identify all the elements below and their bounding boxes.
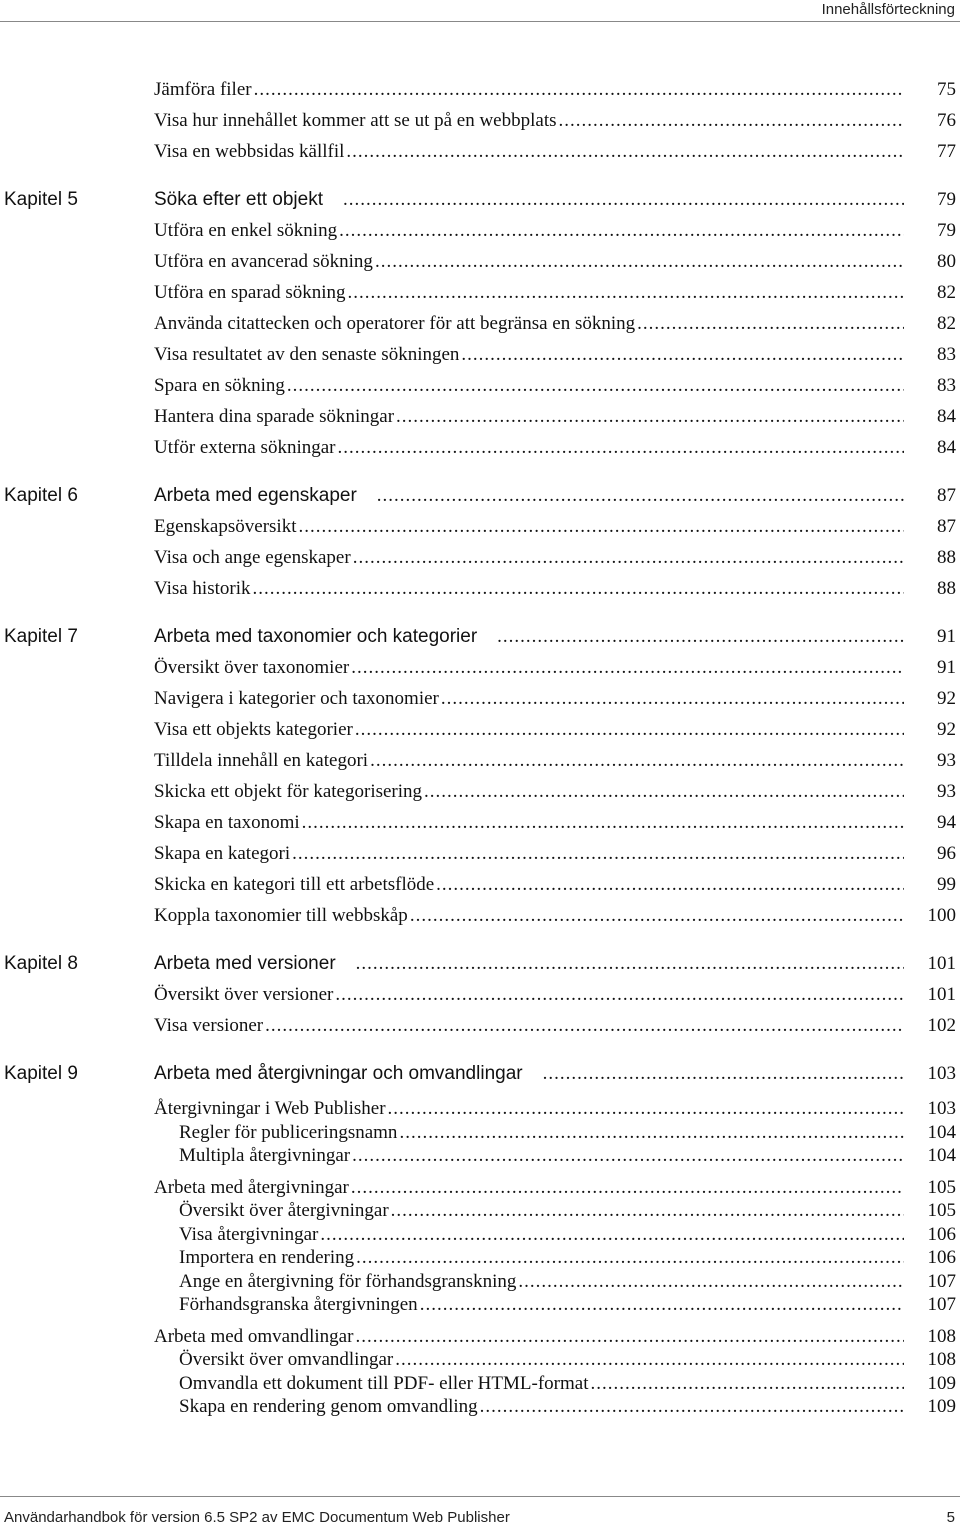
toc-entry-page: 105 — [927, 1200, 956, 1221]
toc-entry-title: Multipla återgivningar — [179, 1145, 351, 1166]
toc-chapter-heading[interactable] — [154, 621, 960, 652]
dot-leader — [346, 136, 904, 167]
page-footer — [0, 1496, 960, 1528]
toc-entry[interactable] — [154, 838, 960, 869]
toc-entry-title: Tilldela innehåll en kategori — [154, 750, 369, 771]
toc-entry[interactable] — [179, 1348, 960, 1372]
toc-entry-title: Utföra en avancerad sökning — [154, 251, 373, 272]
toc-entry-page: 82 — [937, 282, 956, 303]
dot-leader — [377, 480, 904, 511]
dot-leader — [395, 1348, 904, 1372]
toc-entry-title: Arbeta med taxonomier och kategorier — [154, 626, 478, 647]
toc-entry[interactable] — [179, 1144, 960, 1168]
toc-entry-page: 99 — [937, 874, 956, 895]
toc-entry-page: 107 — [927, 1270, 956, 1292]
chapter-label: Kapitel 7 — [4, 626, 78, 647]
toc-entry-title: Utföra en sparad sökning — [154, 282, 346, 303]
toc-entry[interactable] — [154, 776, 960, 807]
toc-entry-page: 102 — [927, 1015, 956, 1036]
toc-entry-title: Använda citattecken och operatorer för att begränsa en sökning — [154, 313, 636, 334]
dot-leader — [441, 683, 904, 714]
toc-entry-page: 93 — [937, 750, 956, 771]
toc-entry[interactable] — [179, 1199, 960, 1223]
header-title: Innehållsförteckning — [821, 1, 955, 18]
toc-entry-page: 87 — [937, 485, 956, 506]
toc-chapter — [0, 184, 960, 463]
dot-leader — [424, 776, 904, 807]
toc-chapter-heading[interactable] — [154, 184, 960, 215]
toc-entry-page: 75 — [937, 79, 956, 100]
group-gap — [0, 1317, 960, 1325]
dot-leader — [351, 652, 904, 683]
dot-leader — [287, 370, 904, 401]
toc-chapter — [0, 621, 960, 931]
toc-entry-page: 101 — [927, 984, 956, 1005]
toc-entry[interactable] — [154, 1325, 960, 1349]
dot-leader — [375, 246, 904, 277]
toc-entry-page: 83 — [937, 344, 956, 365]
toc-entry[interactable] — [154, 573, 960, 604]
toc-chapter-heading[interactable] — [154, 948, 960, 979]
toc-entry-page: 83 — [937, 375, 956, 396]
toc-entry-page: 79 — [937, 220, 956, 241]
toc-entry[interactable] — [179, 1372, 960, 1396]
toc-entry[interactable] — [154, 74, 960, 105]
chapter-gap — [0, 931, 960, 948]
toc-entry[interactable] — [154, 807, 960, 838]
toc-entry-title: Koppla taxonomier till webbskåp — [154, 905, 408, 926]
toc-entry[interactable] — [179, 1293, 960, 1317]
toc-entry-title: Översikt över återgivningar — [179, 1200, 389, 1221]
toc-entry-page: 91 — [937, 626, 956, 647]
toc-entry-title: Jämföra filer — [154, 79, 252, 100]
toc-entry-page: 104 — [927, 1145, 956, 1166]
chapter-gap — [0, 604, 960, 621]
chapter-label: Kapitel 6 — [4, 485, 78, 506]
dot-leader — [497, 621, 904, 652]
toc-entry-page: 104 — [927, 1121, 956, 1143]
toc-entry-title: Omvandla ett dokument till PDF- eller HTML-format — [179, 1372, 589, 1394]
toc-entry[interactable] — [154, 246, 960, 277]
dot-leader — [370, 745, 904, 776]
toc-entry-page: 93 — [937, 781, 956, 802]
toc-entry-page: 82 — [937, 313, 956, 334]
toc-entry-page: 76 — [937, 110, 956, 131]
dot-leader — [355, 1325, 904, 1349]
toc-entry-page: 92 — [937, 719, 956, 740]
toc-entry-page: 107 — [927, 1294, 956, 1315]
toc-entry[interactable] — [154, 979, 960, 1010]
toc-entry-page: 84 — [937, 406, 956, 427]
dot-leader — [436, 869, 904, 900]
dot-leader — [335, 979, 904, 1010]
toc-entry-page: 106 — [927, 1247, 956, 1268]
toc-entry[interactable] — [154, 652, 960, 683]
page-header — [0, 0, 960, 22]
toc-entry-title: Förhandsgranska återgivningen — [179, 1294, 418, 1315]
dot-leader — [351, 1176, 904, 1200]
toc-entry-title: Visa återgivningar — [179, 1223, 319, 1245]
toc-entry-title: Egenskapsöversikt — [154, 516, 297, 537]
toc-chapter — [0, 948, 960, 1041]
toc-entry-page: 84 — [937, 437, 956, 458]
toc-entry-page: 108 — [927, 1349, 956, 1370]
dot-leader — [543, 1058, 904, 1089]
dot-leader — [265, 1010, 904, 1041]
toc-entry[interactable] — [154, 542, 960, 573]
dot-leader — [590, 1372, 904, 1396]
dot-leader — [637, 308, 904, 339]
dot-leader — [388, 1097, 904, 1121]
dot-leader — [480, 1395, 904, 1419]
toc-entry-title: Arbeta med återgivningar och omvandlingar — [154, 1063, 523, 1084]
toc-entry-page: 77 — [937, 141, 956, 162]
toc-entry-title: Navigera i kategorier och taxonomier — [154, 688, 439, 709]
toc-entry-title: Skicka en kategori till ett arbetsflöde — [154, 874, 435, 895]
toc-entry-title: Hantera dina sparade sökningar — [154, 406, 395, 427]
toc-entry-title: Arbeta med omvandlingar — [154, 1325, 354, 1347]
chapter-label: Kapitel 5 — [4, 189, 78, 210]
toc-entry[interactable] — [154, 105, 960, 136]
toc-entry[interactable] — [179, 1246, 960, 1270]
toc-entry[interactable] — [154, 432, 960, 463]
toc-entry[interactable] — [154, 511, 960, 542]
toc-entry[interactable] — [154, 308, 960, 339]
toc-entry-page: 79 — [937, 189, 956, 210]
toc-entry[interactable] — [154, 339, 960, 370]
toc-entry-page: 92 — [937, 688, 956, 709]
chapter-label: Kapitel 8 — [4, 953, 78, 974]
dot-leader — [420, 1293, 904, 1317]
table-of-contents — [0, 74, 960, 1419]
toc-entry-title: Söka efter ett objekt — [154, 189, 323, 210]
toc-entry-title: Visa ett objekts kategorier — [154, 719, 353, 740]
toc-entry-title: Visa historik — [154, 578, 251, 599]
toc-entry-title: Importera en rendering — [179, 1247, 355, 1268]
toc-chapter-heading[interactable] — [154, 1058, 960, 1089]
toc-entry-title: Visa och ange egenskaper — [154, 547, 351, 568]
toc-entry[interactable] — [154, 1010, 960, 1041]
toc-entry[interactable] — [154, 714, 960, 745]
toc-entry-title: Visa resultatet av den senaste sökningen — [154, 344, 460, 365]
toc-entry[interactable] — [154, 1097, 960, 1121]
toc-entry-title: Skapa en taxonomi — [154, 812, 300, 833]
toc-entry-title: Arbeta med återgivningar — [154, 1176, 349, 1198]
footer-page-number: 5 — [946, 1509, 955, 1526]
toc-entry-page: 87 — [937, 516, 956, 537]
toc-entry-page: 103 — [927, 1063, 956, 1084]
toc-entry-title: Visa en webbsidas källfil — [154, 141, 345, 162]
dot-leader — [396, 401, 904, 432]
toc-entry[interactable] — [154, 136, 960, 167]
dot-leader — [339, 215, 904, 246]
dot-leader — [355, 714, 904, 745]
toc-entry-title: Ange en återgivning för förhandsgranskning — [179, 1270, 517, 1292]
toc-entry[interactable] — [179, 1121, 960, 1145]
toc-entry[interactable] — [154, 1176, 960, 1200]
toc-entry-title: Återgivningar i Web Publisher — [154, 1098, 386, 1119]
toc-entry-title: Skicka ett objekt för kategorisering — [154, 781, 423, 802]
dot-leader — [518, 1270, 904, 1294]
dot-leader — [461, 339, 904, 370]
toc-entry-page: 88 — [937, 547, 956, 568]
toc-chapter — [0, 1058, 960, 1419]
dot-leader — [559, 105, 905, 136]
toc-entry-title: Utför externa sökningar — [154, 437, 336, 458]
toc-entry[interactable] — [154, 401, 960, 432]
dot-leader — [391, 1199, 904, 1223]
toc-entry-title: Regler för publiceringsnamn — [179, 1121, 398, 1143]
toc-entry[interactable] — [179, 1395, 960, 1419]
dot-leader — [356, 1246, 904, 1270]
toc-entry[interactable] — [154, 215, 960, 246]
toc-entry-page: 108 — [927, 1325, 956, 1347]
dot-leader — [343, 184, 904, 215]
toc-entry-title: Skapa en rendering genom omvandling — [179, 1396, 478, 1417]
toc-entry[interactable] — [154, 745, 960, 776]
toc-entry-page: 105 — [927, 1176, 956, 1198]
toc-entry-page: 109 — [927, 1396, 956, 1417]
dot-leader — [352, 1144, 904, 1168]
toc-entry-title: Arbeta med egenskaper — [154, 485, 357, 506]
dot-leader — [254, 74, 904, 105]
chapter-gap — [0, 463, 960, 480]
toc-entry-page: 109 — [927, 1372, 956, 1394]
toc-entry[interactable] — [179, 1223, 960, 1247]
toc-entry-page: 103 — [927, 1098, 956, 1119]
toc-entry[interactable] — [154, 683, 960, 714]
group-gap — [0, 1089, 960, 1097]
chapter-label: Kapitel 9 — [4, 1063, 78, 1084]
toc-entry-title: Utföra en enkel sökning — [154, 220, 338, 241]
toc-entry[interactable] — [154, 900, 960, 931]
dot-leader — [410, 900, 904, 931]
toc-entry-title: Översikt över taxonomier — [154, 657, 350, 678]
toc-chapter — [0, 74, 960, 167]
dot-leader — [353, 542, 904, 573]
toc-entry[interactable] — [154, 370, 960, 401]
toc-entry-title: Översikt över versioner — [154, 984, 334, 1005]
dot-leader — [348, 277, 904, 308]
toc-entry-title: Skapa en kategori — [154, 843, 291, 864]
dot-leader — [298, 511, 904, 542]
toc-chapter-heading[interactable] — [154, 480, 960, 511]
group-gap — [0, 1168, 960, 1176]
toc-entry-page: 100 — [927, 905, 956, 926]
toc-entry-page: 88 — [937, 578, 956, 599]
toc-entry-title: Arbeta med versioner — [154, 953, 336, 974]
dot-leader — [399, 1121, 904, 1145]
toc-entry-page: 91 — [937, 657, 956, 678]
toc-entry-page: 80 — [937, 251, 956, 272]
toc-entry-title: Visa hur innehållet kommer att se ut på en webbplats — [154, 110, 557, 131]
dot-leader — [292, 838, 904, 869]
dot-leader — [302, 807, 904, 838]
footer-title: Användarhandbok för version 6.5 SP2 av EMC Documentum Web Publisher — [4, 1509, 510, 1526]
toc-entry-page: 96 — [937, 843, 956, 864]
toc-chapter — [0, 480, 960, 604]
toc-entry[interactable] — [154, 869, 960, 900]
chapter-gap — [0, 1041, 960, 1058]
dot-leader — [356, 948, 904, 979]
toc-entry-page: 106 — [927, 1223, 956, 1245]
dot-leader — [338, 432, 905, 463]
toc-entry-page: 101 — [927, 953, 956, 974]
chapter-gap — [0, 167, 960, 184]
toc-entry-page: 94 — [937, 812, 956, 833]
toc-entry-title: Visa versioner — [154, 1015, 264, 1036]
toc-entry-title: Översikt över omvandlingar — [179, 1349, 394, 1370]
toc-entry[interactable] — [179, 1270, 960, 1294]
toc-entry-title: Spara en sökning — [154, 375, 285, 396]
dot-leader — [320, 1223, 904, 1247]
toc-entry[interactable] — [154, 277, 960, 308]
dot-leader — [253, 573, 905, 604]
